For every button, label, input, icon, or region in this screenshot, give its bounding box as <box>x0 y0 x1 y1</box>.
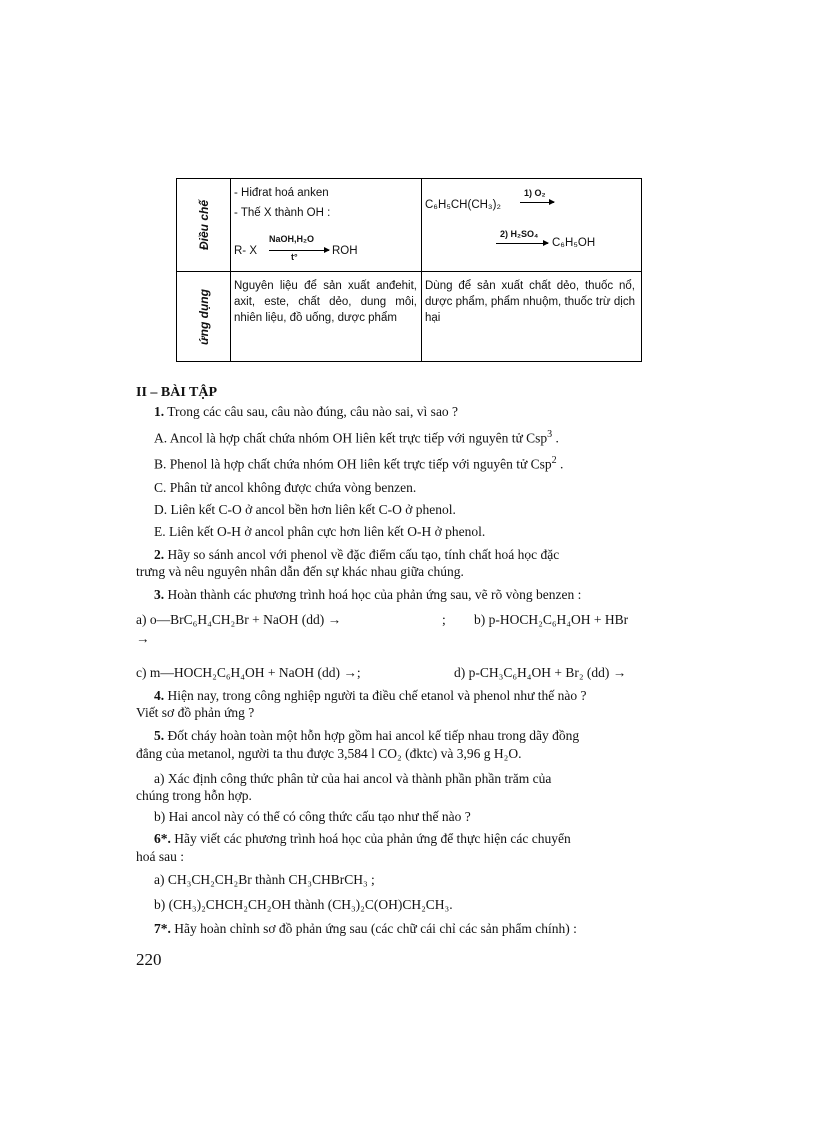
q3-separator: ; <box>442 612 446 627</box>
row-header: Điều chế <box>177 179 231 271</box>
reaction-condition-above: NaOH,H₂O <box>269 234 315 244</box>
alcohol-applications-cell: Nguyên liệu để sản xuất anđehit, axit, este, chất dẻo, dung môi, nhiên liệu, đồ uống, dược phẩm <box>231 272 422 361</box>
q3-text: 3. Hoàn thành các phương trình hoá học của phản ứng sau, vẽ rõ vòng benzen : <box>154 587 582 602</box>
q1-d: D. Liên kết C-O ở ancol bền hơn liên kết C-O ở phenol. <box>154 502 456 517</box>
q3-b-arrow: → <box>136 631 150 646</box>
section-title: II – BÀI TẬP <box>136 385 218 400</box>
step1-arrow <box>520 202 554 203</box>
q1-a: A. Ancol là hợp chất chứa nhóm OH liên kết trực tiếp với nguyên tử Csp$^3$ . <box>154 429 559 446</box>
q1-e: E. Liên kết O-H ở ancol phân cực hơn liên kết O-H ở phenol. <box>154 524 486 539</box>
table-row-preparation <box>177 179 641 272</box>
q5-line2: đẳng của metanol, người ta thu được 3,584 l CO₂ (đktc) và 3,96 g H₂O. <box>136 746 522 761</box>
phenol-applications-cell: Dùng để sản xuất chất dẻo, thuốc nổ, dược phẩm, phẩm nhuộm, thuốc trừ dịch hại <box>425 280 635 324</box>
reaction-lhs: R- X <box>234 245 257 257</box>
q2-line2: trưng và nêu nguyên nhân dẫn đến sự khác nhau giữa chúng. <box>136 564 464 579</box>
q1-text: 1. Trong các câu sau, câu nào đúng, câu nào sai, vì sao ? <box>154 404 459 419</box>
prep-line-1: - Hiđrat hoá anken <box>234 187 329 199</box>
q2-line1: 2. Hãy so sánh ancol với phenol về đặc điểm cấu tạo, tính chất hoá học đặc <box>154 547 560 562</box>
step2-condition: 2) H₂SO₄ <box>500 229 539 239</box>
q5-line1: 5. Đốt cháy hoàn toàn một hỗn hợp gồm hai ancol kế tiếp nhau trong dãy đồng <box>154 728 580 743</box>
step2-arrow <box>496 243 548 244</box>
phenol-preparation-cell <box>422 179 641 271</box>
alcohol-preparation-cell <box>231 179 422 271</box>
step1-condition: 1) O₂ <box>524 188 546 198</box>
q5-a-line1: a) Xác định công thức phân tử của hai ancol và thành phần phần trăm của <box>154 771 552 786</box>
q3-c: c) m—HOCH₂C₆H₄OH + NaOH (dd) →; <box>136 665 361 680</box>
q6-line1: 6*. Hãy viết các phương trình hoá học của phản ứng để thực hiện các chuyển <box>154 831 571 846</box>
table-row-applications <box>177 272 641 361</box>
cumene-formula: C₆H₅CH(CH₃)₂ <box>425 199 501 211</box>
reaction-arrow <box>269 250 329 251</box>
q3-d: d) p-CH₃C₆H₄OH + Br₂ (dd) → <box>454 665 627 680</box>
reaction-rhs: ROH <box>332 245 358 257</box>
q7-text: 7*. Hãy hoàn chỉnh sơ đồ phản ứng sau (các chữ cái chỉ các sản phẩm chính) : <box>154 921 577 936</box>
q6-line2: hoá sau : <box>136 849 184 864</box>
q5-a-line2: chúng trong hỗn hợp. <box>136 788 252 803</box>
reaction-condition-below: t° <box>291 252 298 262</box>
q3-a: a) o—BrC₆H₄CH₂Br + NaOH (dd) → <box>136 612 342 627</box>
q3-b: b) p-HOCH₂C₆H₄OH + HBr <box>474 612 629 627</box>
page-number: 220 <box>136 950 162 969</box>
q5-b: b) Hai ancol này có thể có công thức cấu tạo như thế nào ? <box>154 809 471 824</box>
q6-a: a) CH₃CH₂CH₂Br thành CH₃CHBrCH₃ ; <box>154 872 375 887</box>
row-header: ứng dụng <box>177 272 231 361</box>
q4-line2: Viết sơ đồ phản ứng ? <box>136 705 255 720</box>
properties-table <box>176 178 642 362</box>
q1-c: C. Phân tử ancol không được chứa vòng benzen. <box>154 480 417 495</box>
q6-b: b) (CH₃)₂CHCH₂CH₂OH thành (CH₃)₂C(OH)CH₂CH₃. <box>154 897 453 912</box>
prep-line-2: - Thế X thành OH : <box>234 207 331 219</box>
q1-b: B. Phenol là hợp chất chứa nhóm OH liên kết trực tiếp với nguyên tử Csp$^2$ . <box>154 455 564 472</box>
phenol-formula: C₆H₅OH <box>552 237 596 249</box>
q4-line1: 4. Hiện nay, trong công nghiệp người ta điều chế etanol và phenol như thế nào ? <box>154 688 587 703</box>
